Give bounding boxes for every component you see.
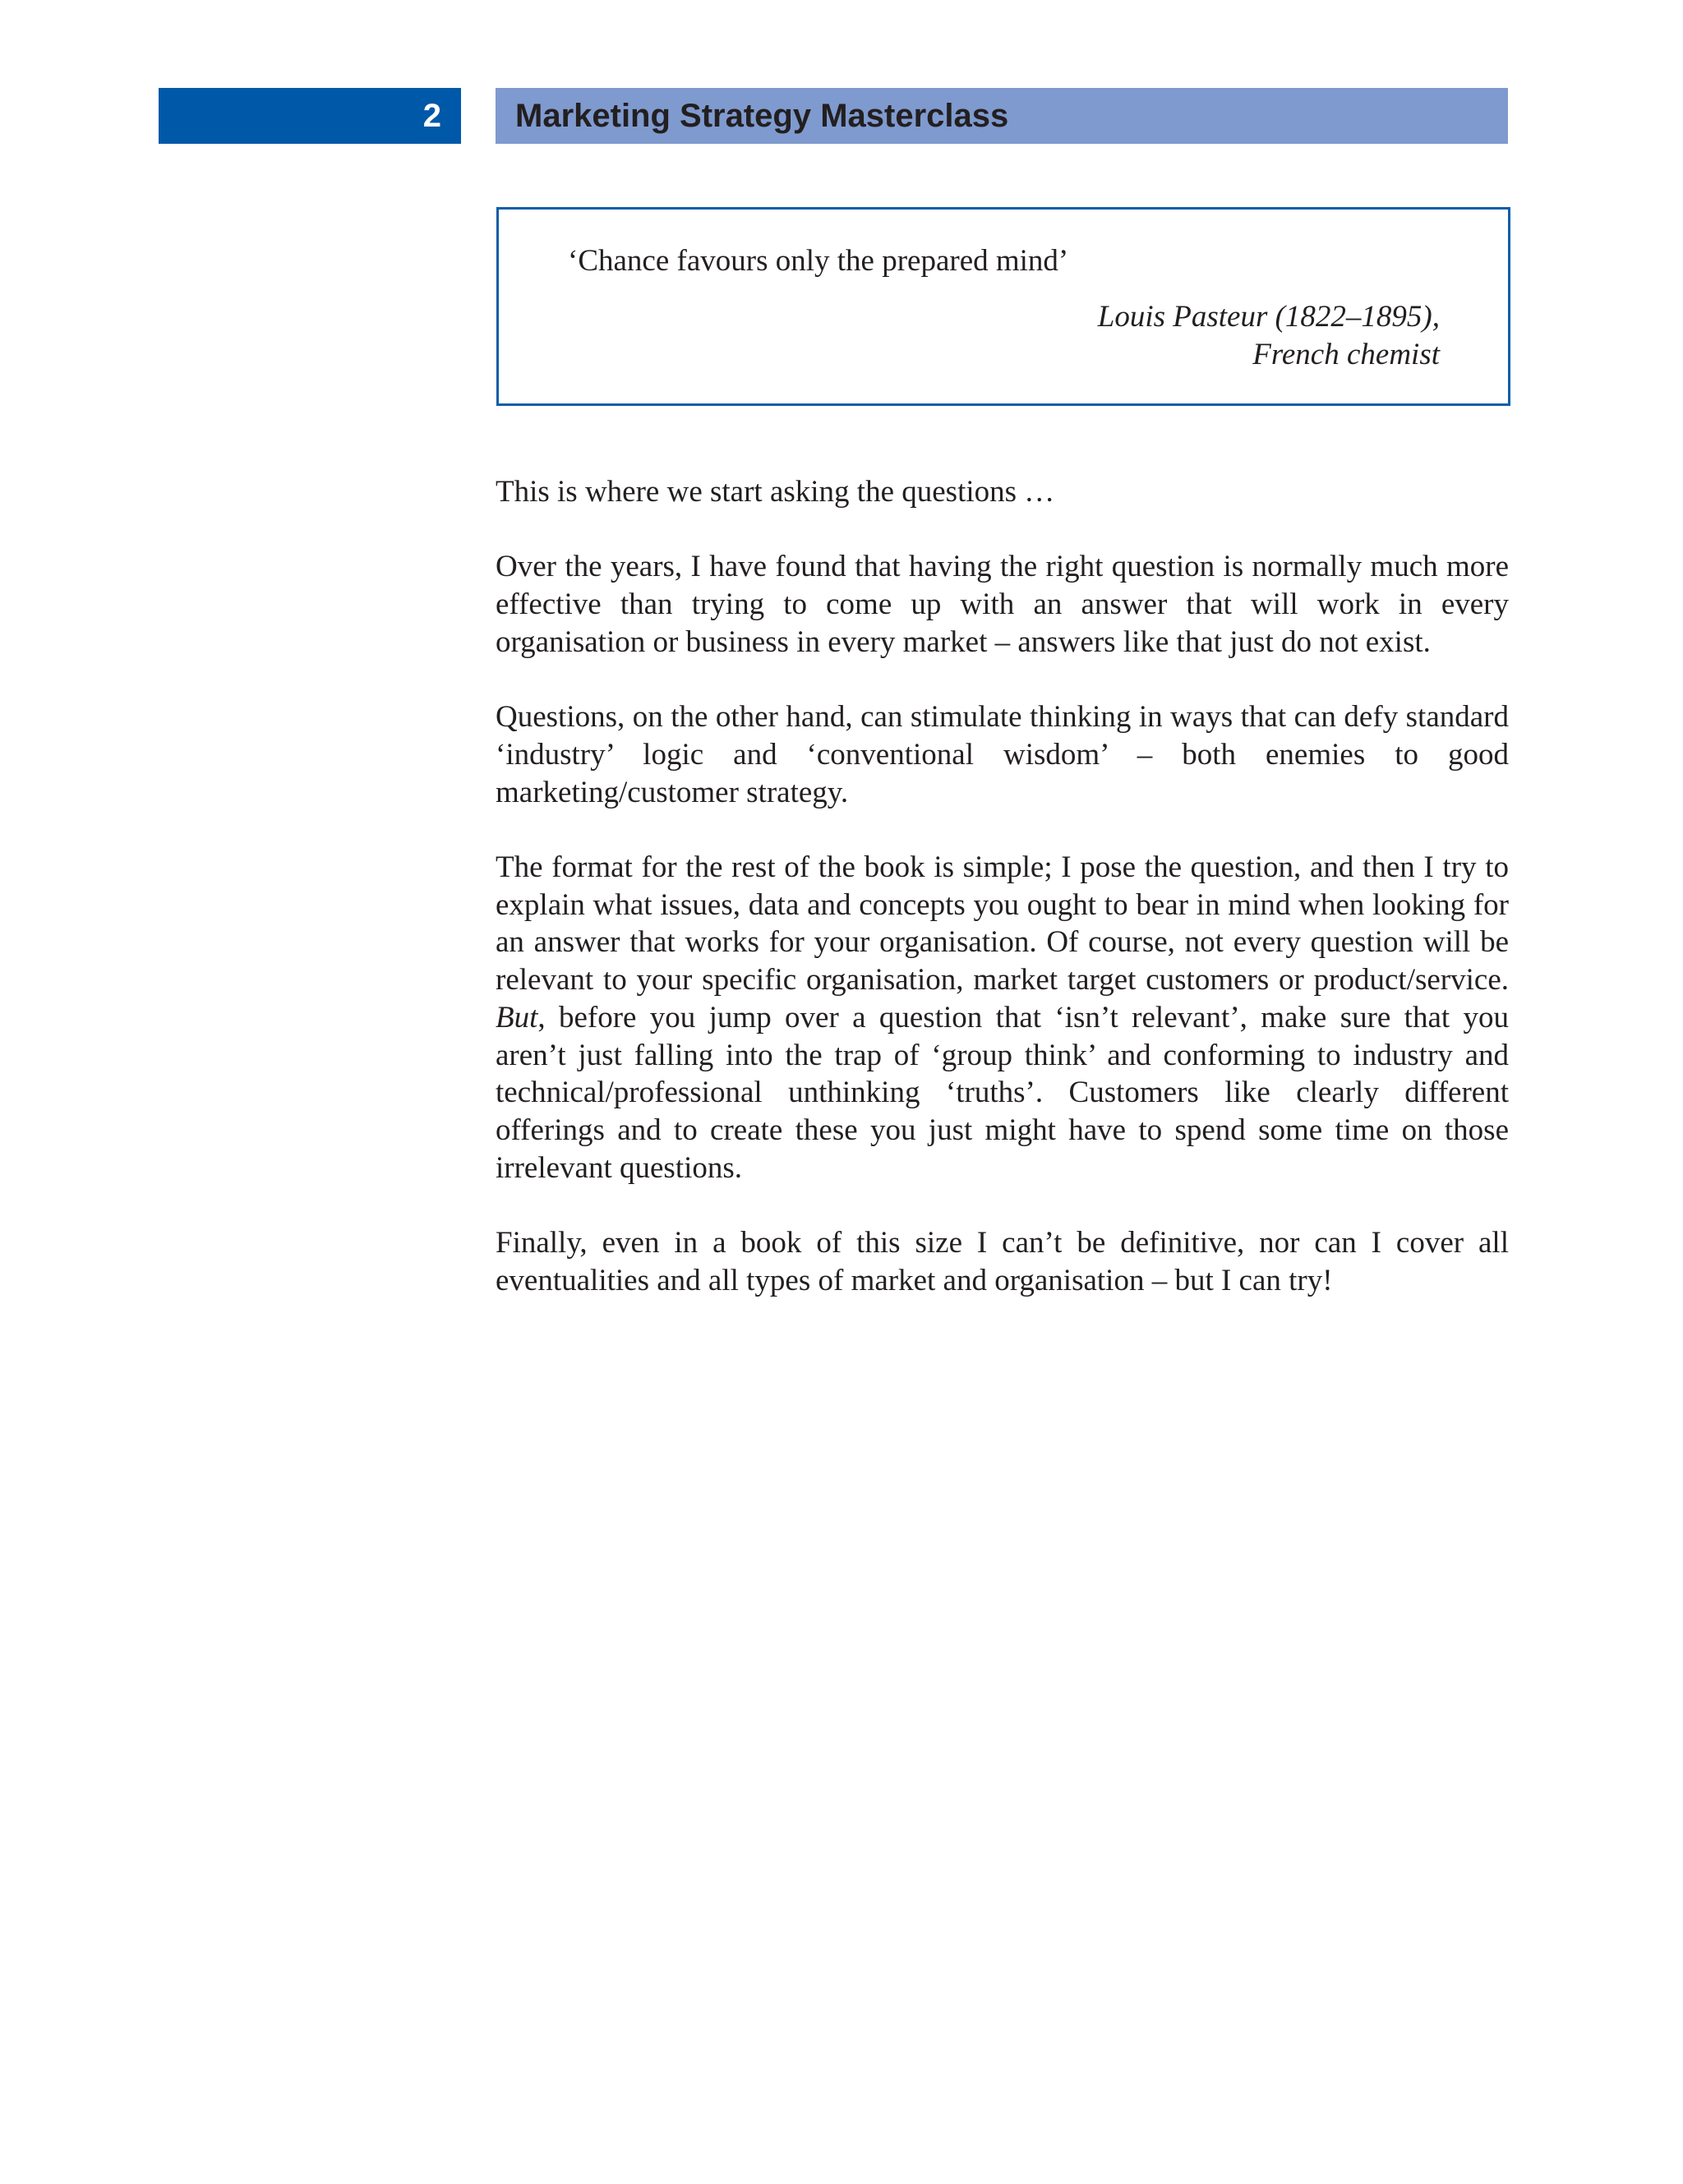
paragraph-text: , before you jump over a question that ‘isn’t relevant’, make sure that you aren’t just falling into the trap of ‘group think’ and conforming to industry and technical/professional unthinking ‘truths’. Customers like clearly different offerings and to create these you just might have to spend some time on those irrelevant questions. bbox=[496, 1000, 1509, 1185]
paragraph-book-format bbox=[496, 849, 1509, 1186]
emphasis-text: But bbox=[496, 1000, 538, 1034]
epigraph-attribution bbox=[1098, 298, 1440, 374]
body-text bbox=[496, 473, 1509, 1337]
paragraph-text: The format for the rest of the book is simple; I pose the question, and then I try to explain what issues, data and concepts you ought to bear in mind when looking for an answer that works for your organisation. Of course, not every question will be relevant to your specific organisation, market target customers or product/service. bbox=[496, 850, 1509, 998]
book-title: Marketing Strategy Masterclass bbox=[515, 97, 1009, 134]
paragraph-right-question: Over the years, I have found that having the right question is normally much more effective than trying to come up with an answer that will work in every organisation or business in every market – answers like that just do not exist. bbox=[496, 550, 1509, 659]
attribution-name: Louis Pasteur (1822–1895), bbox=[1097, 300, 1440, 334]
paragraph-questions-stimulate: Questions, on the other hand, can stimulate thinking in ways that can defy standard ‘industry’ logic and ‘conventional wisdom’ – both enemies to good marketing/customer strategy. bbox=[496, 700, 1509, 809]
attribution-description: French chemist bbox=[1252, 338, 1440, 371]
page-number: 2 bbox=[422, 97, 441, 134]
epigraph-quote: ‘Chance favours only the prepared mind’ bbox=[568, 244, 1069, 278]
paragraph-finally: Finally, even in a book of this size I can’t be definitive, nor can I cover all eventualities and all types of market and organisation – but I can try! bbox=[496, 1226, 1509, 1297]
running-header bbox=[496, 88, 1508, 144]
page-number-bar bbox=[159, 88, 461, 144]
epigraph-box bbox=[496, 207, 1510, 406]
paragraph-intro: This is where we start asking the questions … bbox=[496, 475, 1055, 509]
